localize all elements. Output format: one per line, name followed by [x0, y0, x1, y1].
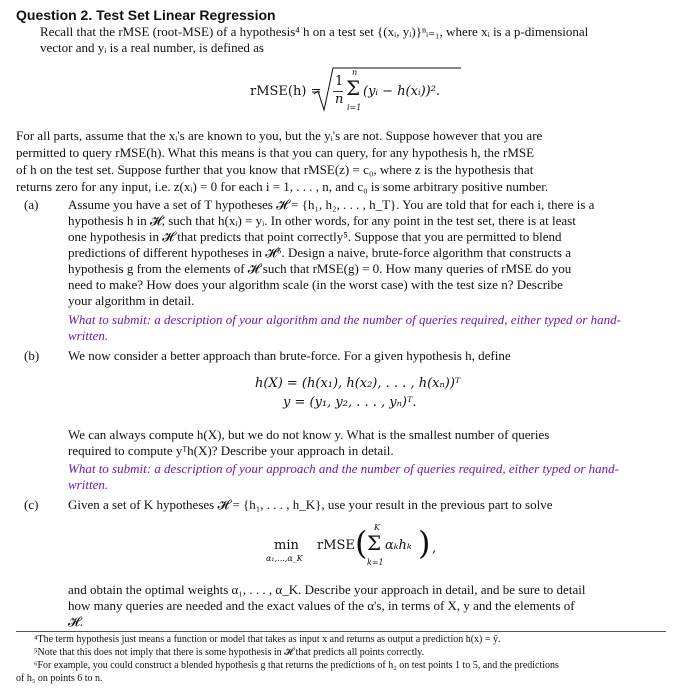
footnote-5: ⁵Note that this does not imply that there is some hypothesis in 𝓗 that predicts all points correctly.: [34, 647, 425, 658]
rmse-operator: rMSE: [317, 538, 355, 553]
part-a-line-6: need to make? How does your algorithm scale (in the worst case) with the test size n? Describe: [68, 277, 563, 292]
para-line-1: For all parts, assume that the xᵢ's are known to you, but the yᵢ's are not. Suppose however that you are: [16, 128, 543, 143]
rmse-lhs: rMSE(h) =: [250, 84, 322, 99]
intro-line-1: Recall that the rMSE (root-MSE) of a hypothesis⁴ h on a test set {(xᵢ, yᵢ)}ⁿᵢ₌₁, where xᵢ is a p-dimensional: [40, 24, 589, 39]
part-b-eq-hx: h(X) = (h(x₁), h(x₂), . . . , h(xₙ))ᵀ: [255, 376, 461, 391]
part-b-line-2: required to compute yᵀh(X)? Describe your approach in detail.: [68, 443, 394, 458]
sum-lower-k: k=1: [367, 558, 384, 567]
para-line-3: of h on the test set. Suppose further that you know that rMSE(z) = c₀, where z is the hypothesis that: [16, 162, 534, 177]
part-c-label: (c): [24, 497, 39, 512]
min-subscript: α₁,...,α_K: [266, 554, 303, 563]
sum-sigma: Σ: [346, 76, 361, 100]
sum-upper-limit: n: [352, 68, 358, 77]
frac-numerator: 1: [335, 74, 344, 89]
part-b-submit-1: What to submit: a description of your approach and the number of queries required, either typed or hand-: [68, 461, 619, 476]
para-line-2: permitted to query rMSE(h). What this means is that you can query, for any hypothesis h, the rMSE: [16, 145, 535, 160]
sum-lower-limit: i=1: [347, 103, 362, 112]
part-c-line-3: 𝓗.: [68, 614, 83, 629]
part-a-line-7: your algorithm in detail.: [68, 293, 195, 308]
part-b-submit-2: written.: [68, 477, 109, 492]
part-a-line-2: hypothesis h in 𝓗, such that h(xᵢ) = yᵢ. In other words, for any point in the test set, there is at least: [68, 213, 576, 228]
part-c-line-2: how many queries are needed and the exact values of the α's, in terms of X, y and the elements of: [68, 598, 575, 613]
footnote-4: ⁴The term hypothesis just means a function or model that takes as input x and returns as output a prediction h(x) = ŷ.: [34, 634, 501, 645]
question-heading: Question 2. Test Set Linear Regression: [16, 7, 276, 23]
min-operator: min: [274, 538, 299, 553]
part-a-line-5: hypothesis g from the elements of 𝓗 such that rMSE(g) = 0. How many queries of rMSE do you: [68, 261, 572, 276]
para-line-4: returns zero for any input, i.e. z(xᵢ) = 0 for each i = 1, . . . , n, and c₀ is some arbitrary positive number.: [16, 179, 549, 194]
part-a-submit-2: written.: [68, 328, 109, 343]
formula-comma: ,: [432, 541, 437, 556]
footnote-6: ⁶For example, you could construct a blended hypothesis g that returns the predictions of h₂ on test points 1 to 5, and the predictions: [34, 660, 559, 671]
part-c-line-1: and obtain the optimal weights α₁, . . . , α_K. Describe your approach in detail, and be sure to detail: [68, 582, 586, 597]
part-b-intro: We now consider a better approach than brute-force. For a given hypothesis h, define: [68, 348, 511, 363]
part-b-line-1: We can always compute h(X), but we do not know y. What is the smallest number of queries: [68, 427, 550, 442]
part-c-intro: Given a set of K hypotheses 𝓗 = {h₁, . . . , h_K}, use your result in the previous part to solve: [68, 497, 553, 512]
paren-close: ): [418, 524, 431, 562]
part-a-line-1: Assume you have a set of T hypotheses 𝓗 = {h₁, h₂, . . . , h_T}. You are told that for each i, there is a: [68, 197, 595, 212]
part-b-label: (b): [24, 348, 40, 363]
rmse-body: (yᵢ − h(xᵢ))².: [363, 84, 441, 99]
footnote-rule: [16, 631, 666, 632]
paren-open: (: [355, 524, 368, 562]
frac-denominator: n: [335, 92, 344, 107]
sum-upper-k: K: [374, 523, 380, 532]
intro-line-2: vector and yᵢ is a real number, is defined as: [40, 40, 264, 55]
part-a-line-3: one hypothesis in 𝓗 that predicts that point correctly⁵. Suppose that you are permitted to blend: [68, 229, 562, 244]
footnote-6-cont: of h₅ on points 6 to n.: [16, 673, 103, 684]
part-a-submit-1: What to submit: a description of your algorithm and the number of queries required, either typed or hand-: [68, 312, 621, 327]
weighted-sum-body: αₖhₖ: [385, 538, 412, 553]
part-a-line-4: predictions of different hypotheses in 𝓗⁶. Design a naive, brute-force algorithm that constructs a: [68, 245, 572, 260]
part-a-label: (a): [24, 197, 39, 212]
part-b-eq-y: y = (y₁, y₂, . . . , yₙ)ᵀ.: [283, 395, 417, 410]
sum-sigma-k: Σ: [367, 531, 382, 555]
